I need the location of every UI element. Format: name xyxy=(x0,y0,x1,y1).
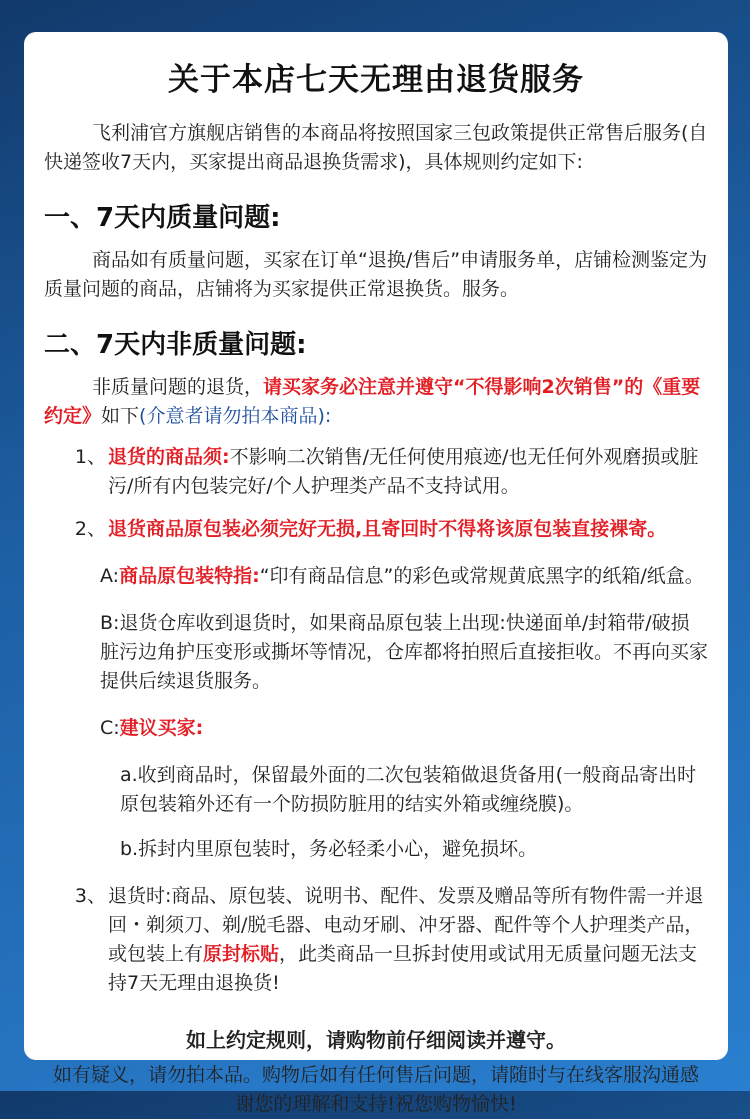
section1-heading: 一、7天内质量问题: xyxy=(44,203,281,233)
section1-text: 商品如有质量问题，买家在订单“退换/售后”申请服务单，店铺检测鉴定为质量问题的商品，店铺将为买家提供正常退换货。服务。 xyxy=(44,249,708,300)
list-item-3: 3、 退货时:商品、原包装、说明书、配件、发票及赠品等所有物件需一并退回・剃须刀、剃/脱毛器、电动牙刷、冲牙器、配件等个人护理类产品，或包装上有原封标贴，此类商品一旦拆封使用或试用无质量问题无法支持7天无理由退换货! xyxy=(74,885,704,994)
section2-intro: 非质量问题的退货，请买家务必注意并遵守“不得影响2次销售”的《重要约定》如下(介意者请勿拍本商品): xyxy=(44,376,701,427)
sub-item-c-a: a.收到商品时，保留最外面的二次包装箱做退货备用(一般商品寄出时原包装箱外还有一个防损防脏用的结实外箱或缠绕膜)。 xyxy=(120,764,697,815)
policy-card xyxy=(24,32,728,1115)
sub-item-c-b: b.拆封内里原包装时，务必轻柔小心，避免损坏。 xyxy=(120,838,538,860)
sub-item-c: C:建议买家: xyxy=(100,717,204,739)
list-item-1: 1、 退货的商品须:不影响二次销售/无任何使用痕迹/也无任何外观磨损或脏污/所有内包装完好/个人护理类产品不支持试用。 xyxy=(74,446,699,497)
sub-item-a: A:商品原包装特指:“印有商品信息”的彩色或常规黄底黑字的纸箱/纸盒。 xyxy=(100,565,704,587)
footer-text: 如有疑义，请勿拍本品。购物后如有任何售后问题，请随时与在线客服沟通感谢您的理解和支持!祝您购物愉快! xyxy=(52,1064,699,1115)
intro-paragraph: 飞利浦官方旗舰店销售的本商品将按照国家三包政策提供正常售后服务(自快递签收7天内，买家提出商品退换货需求)，具体规则约定如下: xyxy=(44,122,708,173)
list-item-2: 2、 退货商品原包装必须完好无损,且寄回时不得将该原包装直接裸寄。 xyxy=(74,518,667,540)
sub-item-b: B:退货仓库收到退货时，如果商品原包装上出现:快递面单/封箱带/破损脏污边角护压变形或撕坏等情况，仓库都将拍照后直接拒收。不再向买家提供后续退货服务。 xyxy=(100,612,709,692)
footer-bold: 如上约定规则，请购物前仔细阅读并遵守。 xyxy=(186,1028,566,1052)
page-title: 关于本店七天无理由退货服务 xyxy=(168,62,584,98)
section2-heading: 二、7天内非质量问题: xyxy=(44,330,307,360)
